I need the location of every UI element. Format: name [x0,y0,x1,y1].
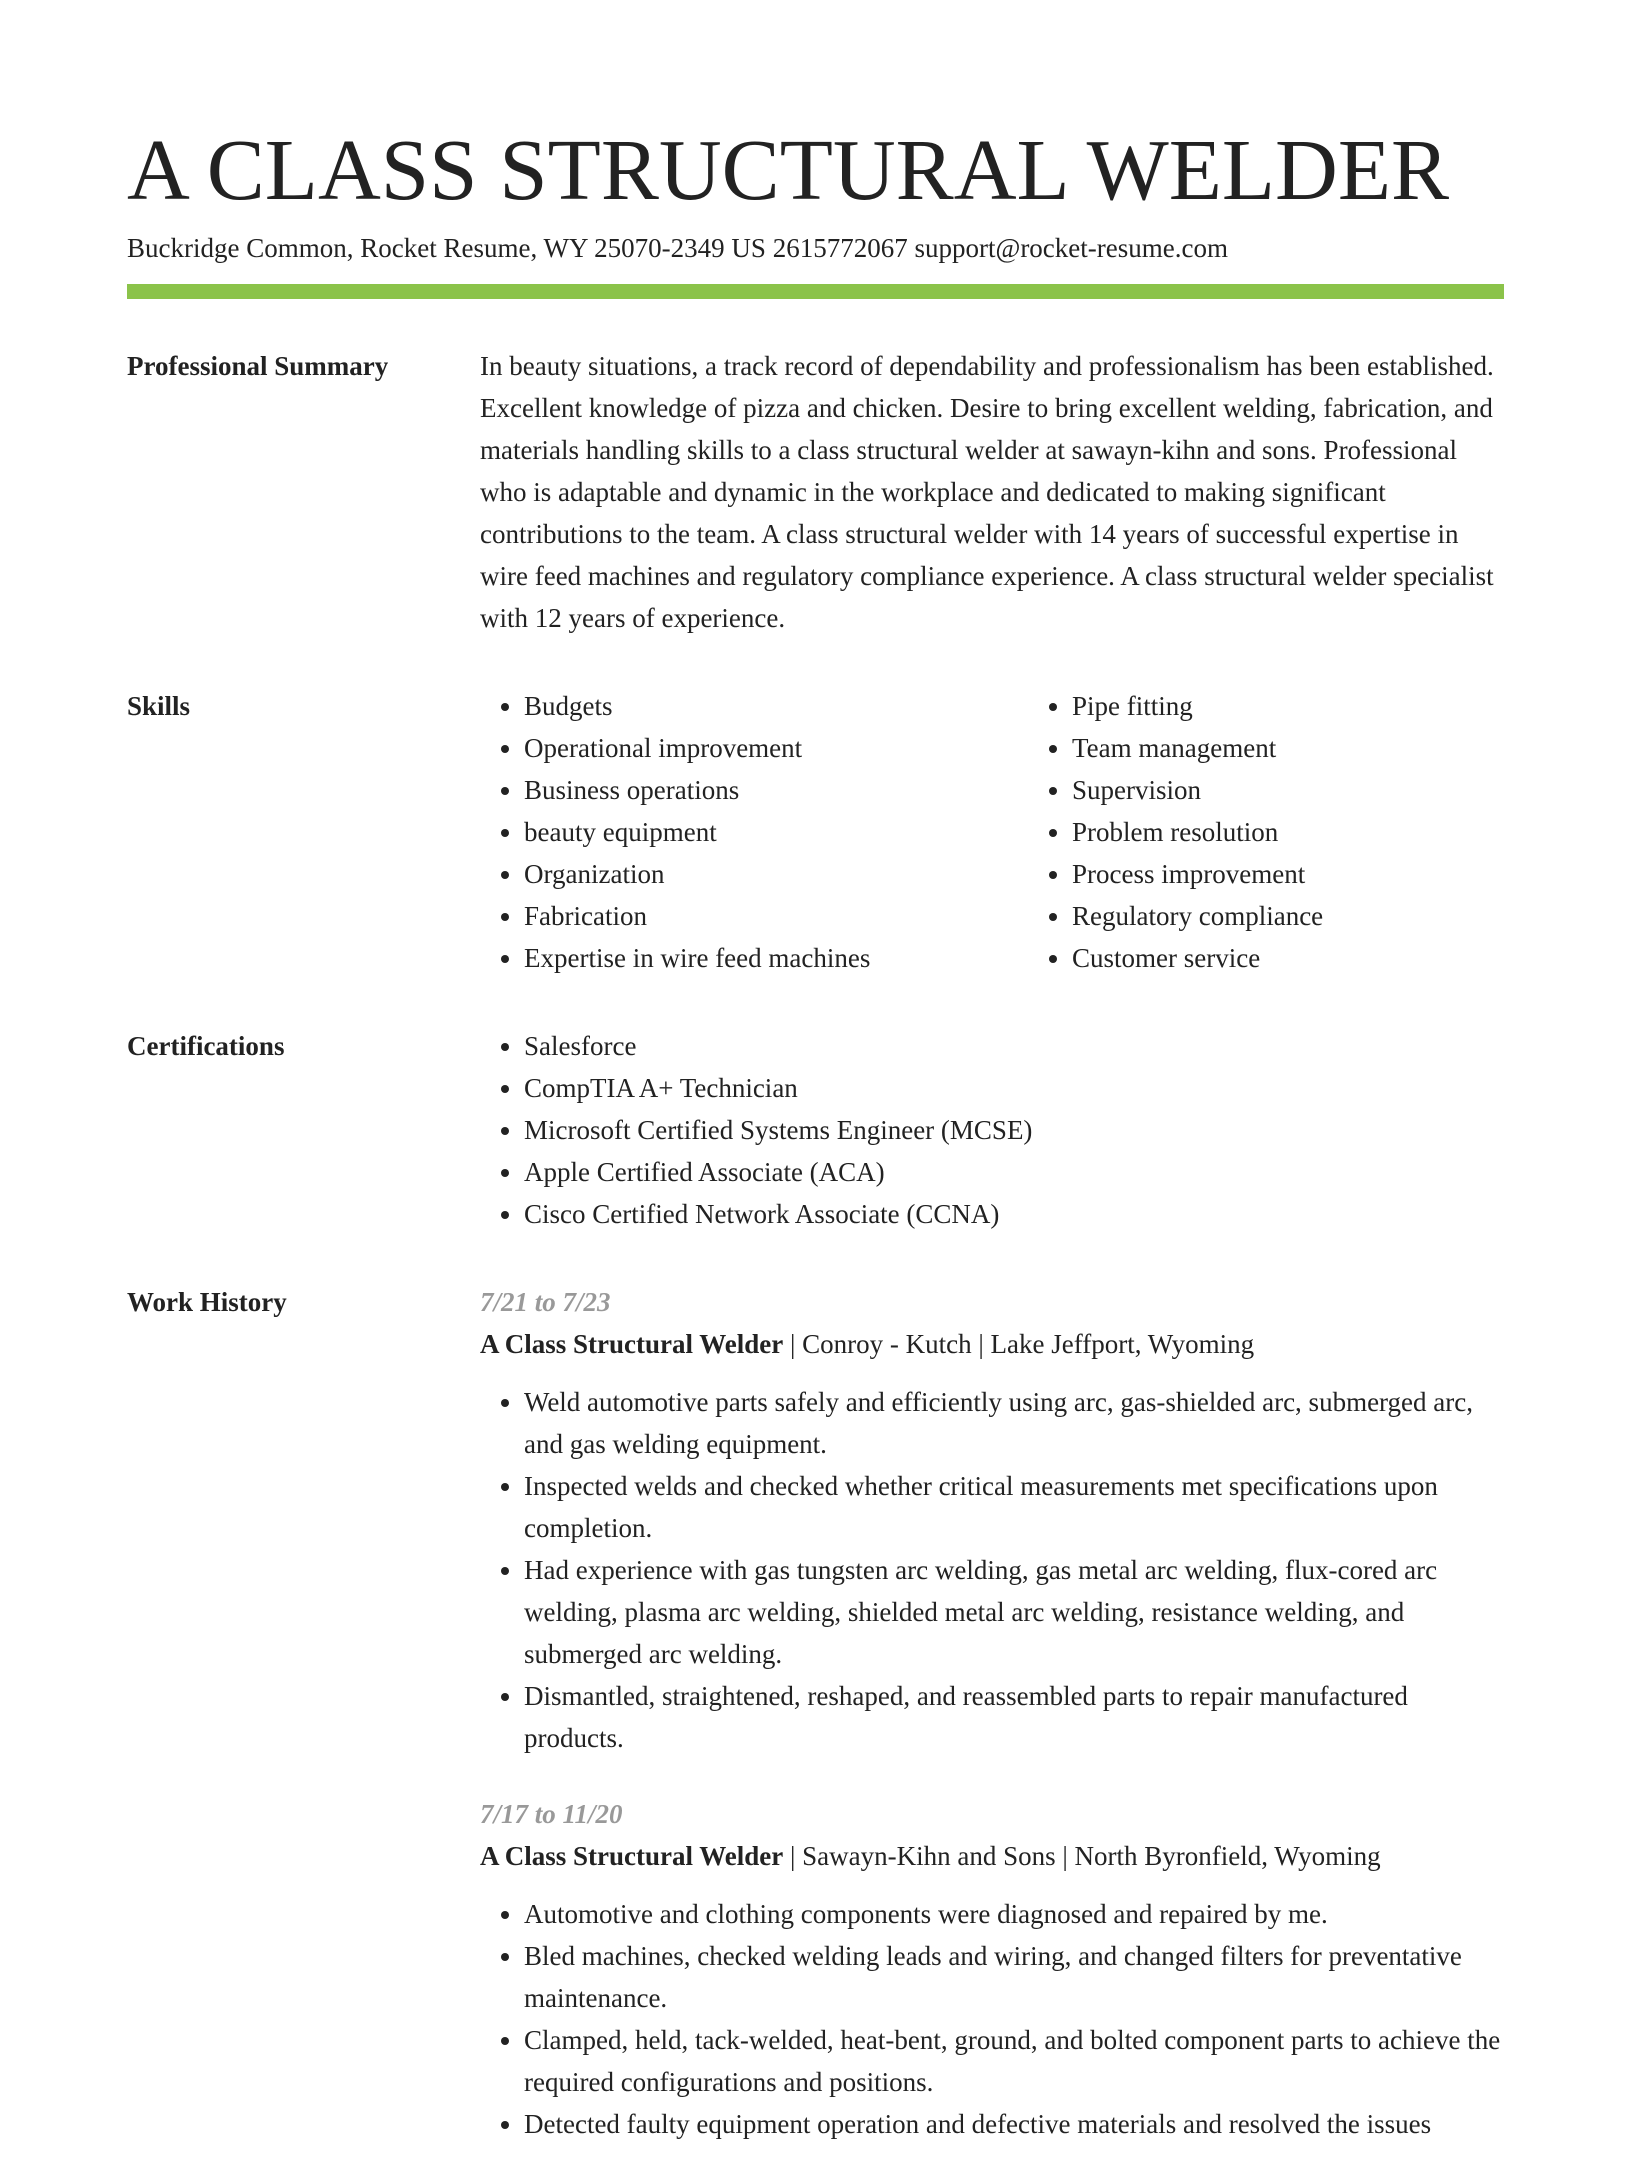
list-item: • Had experience with gas tungsten arc welding, gas metal arc welding, flux-cored arc welding, plasma arc welding, shielded metal arc welding, resistance welding, and submerged arc welding. [524,1549,1504,1675]
job-title: A Class Structural Welder [480,1841,784,1871]
list-item: • Inspected welds and checked whether critical measurements met specifications upon completion. [524,1465,1504,1549]
list-item: • Pipe fitting [1072,685,1323,727]
section-title-work-history: Work History [127,1287,287,1317]
list-item: • Organization [524,853,1028,895]
list-item: • Apple Certified Associate (ACA) [524,1151,1504,1193]
resume-name: A CLASS STRUCTURAL WELDER [127,121,1450,218]
contact-line [127,230,1504,266]
skills-list-left [480,685,1028,979]
job-entry [480,1793,1504,2145]
job-bullets [480,1381,1504,1759]
list-item: • Microsoft Certified Systems Engineer (MCSE) [524,1109,1504,1151]
contact-phone: 2615772067 [772,233,908,263]
resume-page [127,120,1504,2179]
job-company: Sawayn-Kihn and Sons [802,1841,1056,1871]
work-history-section [127,1281,1504,2179]
contact-address: Buckridge Common, Rocket Resume, WY 25070-2349 US [127,233,766,263]
contact-email: support@rocket-resume.com [914,233,1228,263]
job-heading: A Class Structural Welder | Sawayn-Kihn and Sons | North Byronfield, Wyoming [480,1841,1381,1871]
job-location: Lake Jeffport, Wyoming [990,1329,1255,1359]
list-item: • Customer service [1072,937,1323,979]
header-divider [127,284,1504,299]
list-item: • Clamped, held, tack-welded, heat-bent, ground, and bolted component parts to achieve the required configurations and positions. [524,2019,1504,2103]
list-item: • Process improvement [1072,853,1323,895]
job-company: Conroy - Kutch [802,1329,972,1359]
skills-section [127,685,1504,979]
job-title: A Class Structural Welder [480,1329,784,1359]
list-item: • Cisco Certified Network Associate (CCNA) [524,1193,1504,1235]
list-item: • Weld automotive parts safely and efficiently using arc, gas-shielded arc, submerged arc, and gas welding equipment. [524,1381,1504,1465]
list-item: • Bled machines, checked welding leads and wiring, and changed filters for preventative maintenance. [524,1935,1504,2019]
job-bullets [480,1893,1504,2145]
list-item: • Problem resolution [1072,811,1323,853]
list-item: • Salesforce [524,1025,1504,1067]
job-location: North Byronfield, Wyoming [1074,1841,1381,1871]
job-dates: 7/21 to 7/23 [480,1287,611,1317]
list-item: • Regulatory compliance [1072,895,1323,937]
list-item: • Dismantled, straightened, reshaped, and reassembled parts to repair manufactured products. [524,1675,1504,1759]
list-item: • Business operations [524,769,1028,811]
list-item: • Operational improvement [524,727,1028,769]
list-item: • Detected faulty equipment operation and defective materials and resolved the issues [524,2103,1504,2145]
job-dates: 7/17 to 11/20 [480,1799,623,1829]
job-heading: A Class Structural Welder | Conroy - Kutch | Lake Jeffport, Wyoming [480,1329,1255,1359]
summary-section [127,345,1504,639]
skills-list-right [1028,685,1323,979]
job-entry [480,1281,1504,1759]
section-title-skills: Skills [127,691,191,721]
section-title-summary: Professional Summary [127,351,389,381]
list-item: • CompTIA A+ Technician [524,1067,1504,1109]
list-item: • Fabrication [524,895,1028,937]
list-item: • Budgets [524,685,1028,727]
certifications-list [480,1025,1504,1235]
list-item: • beauty equipment [524,811,1028,853]
list-item: • Supervision [1072,769,1323,811]
certifications-section [127,1025,1504,1235]
list-item: • Automotive and clothing components were diagnosed and repaired by me. [524,1893,1504,1935]
list-item: • Expertise in wire feed machines [524,937,1028,979]
list-item: • Team management [1072,727,1323,769]
summary-text: In beauty situations, a track record of dependability and professionalism has been established. Excellent knowledge of pizza and chicken. Desire to bring excellent welding, fabrication, and materials handling skills to a class structural welder at sawayn-kihn and sons. Professional who is adaptable and dynamic in the workplace and dedicated to making significant contributions to the team. A class structural welder with 14 years of successful expertise in wire feed machines and regulatory compliance experience. A class structural welder specialist with 12 years of experience. [480,351,1494,633]
section-title-certifications: Certifications [127,1031,285,1061]
